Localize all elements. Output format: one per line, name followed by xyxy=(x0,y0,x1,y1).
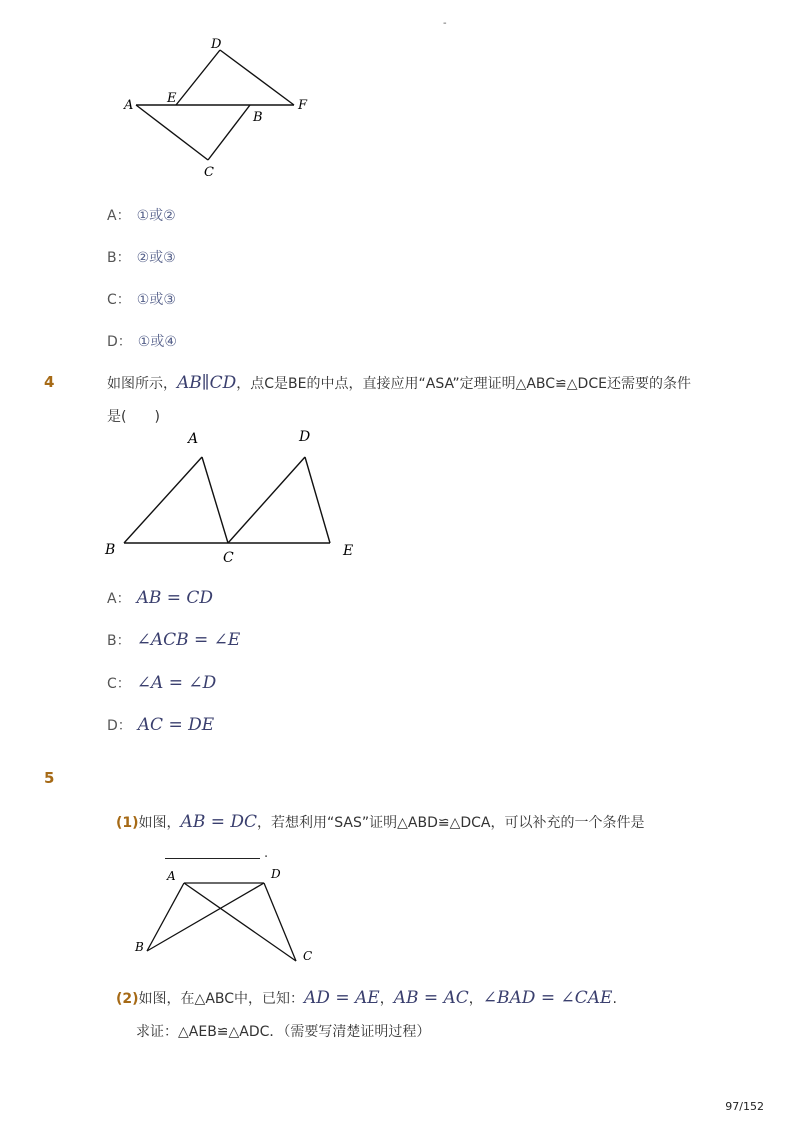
fig2-label-C: C xyxy=(223,550,234,566)
top-mark: - xyxy=(443,18,447,29)
fig1-label-A: A xyxy=(124,98,134,113)
q5-part2-number: (2) xyxy=(116,991,139,1007)
q5-part2-math3: ∠BAD = ∠CAE xyxy=(482,988,613,1008)
fig1-label-F: F xyxy=(298,98,308,113)
seg-DE xyxy=(305,457,330,543)
fig1-label-C: C xyxy=(204,165,214,180)
seg-CD xyxy=(228,457,305,543)
seg-AC xyxy=(136,105,208,160)
option-label: D： xyxy=(107,334,132,350)
fig2-label-E: E xyxy=(343,543,354,559)
q3-option-a[interactable] xyxy=(107,205,176,225)
fig3-label-B: B xyxy=(135,940,144,954)
q5-part1-number: (1) xyxy=(116,815,139,831)
q5-number: 5 xyxy=(44,769,55,787)
q5-part2-line2: 求证：△AEB≌△ADC．（需要写清楚证明过程） xyxy=(136,1024,431,1040)
q5-part2-text-a: 如图，在△ABC中，已知： xyxy=(138,991,305,1007)
q4-option-d[interactable] xyxy=(107,715,214,735)
fig3-label-D: D xyxy=(271,867,281,881)
q3-option-d[interactable] xyxy=(107,331,177,351)
option-value: ②或③ xyxy=(136,250,176,266)
option-value: AB = CD xyxy=(136,588,214,608)
option-value: AC = DE xyxy=(137,715,215,735)
seg-DB xyxy=(147,883,264,951)
q4-text-line1 xyxy=(107,373,691,393)
fig3-label-A: A xyxy=(167,869,176,883)
q5-part1-line1 xyxy=(116,812,645,832)
q5-part1-answer-blank[interactable] xyxy=(165,857,260,859)
q5-part1-blank-end: . xyxy=(264,846,269,861)
fig1-label-D: D xyxy=(211,37,222,52)
q5-part2-math2: AB = AC xyxy=(393,988,469,1008)
fig2-label-B: B xyxy=(105,542,116,558)
option-value: ①或③ xyxy=(136,292,176,308)
q5-part1-text-b: ，若想利用“SAS”证明△ABD≌△DCA，可以补充的一个条件是 xyxy=(257,815,645,831)
figure-3 xyxy=(130,862,330,967)
seg-ED xyxy=(176,50,220,105)
q4-text-prefix: 如图所示， xyxy=(107,376,177,392)
seg-DF xyxy=(220,50,294,105)
q4-math-parallel: AB∥CD xyxy=(177,373,237,393)
figure-1 xyxy=(120,32,320,182)
q5-part2-end: . xyxy=(612,991,617,1007)
option-label: C： xyxy=(107,292,131,308)
q4-text-line2: 是( ) xyxy=(107,409,160,425)
q4-option-a[interactable] xyxy=(107,588,213,608)
fig2-label-A: A xyxy=(188,431,199,447)
q4-text-suffix: ，点C是BE的中点，直接应用“ASA”定理证明△ABC≌△DCE还需要的条件 xyxy=(236,376,691,392)
option-value: ①或④ xyxy=(137,334,177,350)
q4-option-b[interactable] xyxy=(107,630,240,650)
page-number: 97/152 xyxy=(725,1100,764,1113)
option-label: A： xyxy=(107,208,131,224)
q5-part1-text-a: 如图， xyxy=(138,815,181,831)
seg-AC xyxy=(184,883,296,961)
q3-option-c[interactable] xyxy=(107,289,176,309)
q3-option-b[interactable] xyxy=(107,247,176,267)
option-value: ①或② xyxy=(136,208,176,224)
seg-AC xyxy=(202,457,228,543)
fig1-label-E: E xyxy=(167,91,177,106)
option-label: B： xyxy=(107,250,131,266)
q5-part2-line1 xyxy=(116,988,617,1008)
fig1-label-B: B xyxy=(253,110,263,125)
figure-2 xyxy=(100,425,370,570)
option-label: A： xyxy=(107,591,131,607)
seg-BC xyxy=(208,105,250,160)
option-label: C： xyxy=(107,676,131,692)
option-label: B： xyxy=(107,633,131,649)
q5-part2-sep1: ， xyxy=(379,991,394,1007)
option-label: D： xyxy=(107,718,132,734)
q5-part2-math1: AD = AE xyxy=(304,988,380,1008)
seg-BA xyxy=(124,457,202,543)
q4-option-c[interactable] xyxy=(107,673,216,693)
fig3-label-C: C xyxy=(303,949,313,963)
q4-number: 4 xyxy=(44,373,55,391)
q5-part1-math: AB = DC xyxy=(180,812,258,832)
q5-part2-sep2: ， xyxy=(468,991,483,1007)
fig2-label-D: D xyxy=(299,429,311,445)
option-value: ∠ACB = ∠E xyxy=(136,630,241,650)
option-value: ∠A = ∠D xyxy=(136,673,217,693)
